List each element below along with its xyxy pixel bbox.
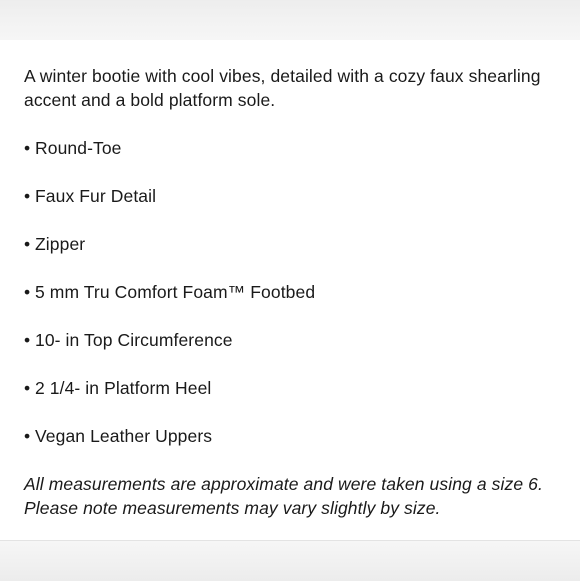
bottom-background-band	[0, 540, 580, 581]
feature-item	[24, 280, 554, 304]
bullet-icon: •	[24, 234, 31, 254]
feature-text: Zipper	[35, 234, 86, 254]
feature-item	[24, 424, 554, 448]
bullet-icon: •	[24, 378, 31, 398]
feature-text: Vegan Leather Uppers	[35, 426, 213, 446]
feature-text: 10- in Top Circumference	[35, 330, 233, 350]
bullet-icon: •	[24, 330, 31, 350]
bullet-icon: •	[24, 282, 31, 302]
bullet-icon: •	[24, 426, 31, 446]
feature-item	[24, 136, 554, 160]
measurement-note: All measurements are approximate and were taken using a size 6. Please note measurements may vary slightly by size.	[24, 474, 543, 518]
feature-item	[24, 328, 554, 352]
bullet-icon: •	[24, 138, 31, 158]
product-intro-text: A winter bootie with cool vibes, detailed with a cozy faux shearling accent and a bold platform sole.	[24, 66, 541, 110]
feature-text: 2 1/4- in Platform Heel	[35, 378, 212, 398]
feature-text: Round-Toe	[35, 138, 122, 158]
feature-item	[24, 232, 554, 256]
bullet-icon: •	[24, 186, 31, 206]
feature-item	[24, 184, 554, 208]
feature-item	[24, 376, 554, 400]
feature-text: Faux Fur Detail	[35, 186, 157, 206]
feature-text: 5 mm Tru Comfort Foam™ Footbed	[35, 282, 316, 302]
feature-list	[24, 136, 554, 448]
product-description-card	[0, 40, 580, 540]
top-background-band	[0, 0, 580, 40]
